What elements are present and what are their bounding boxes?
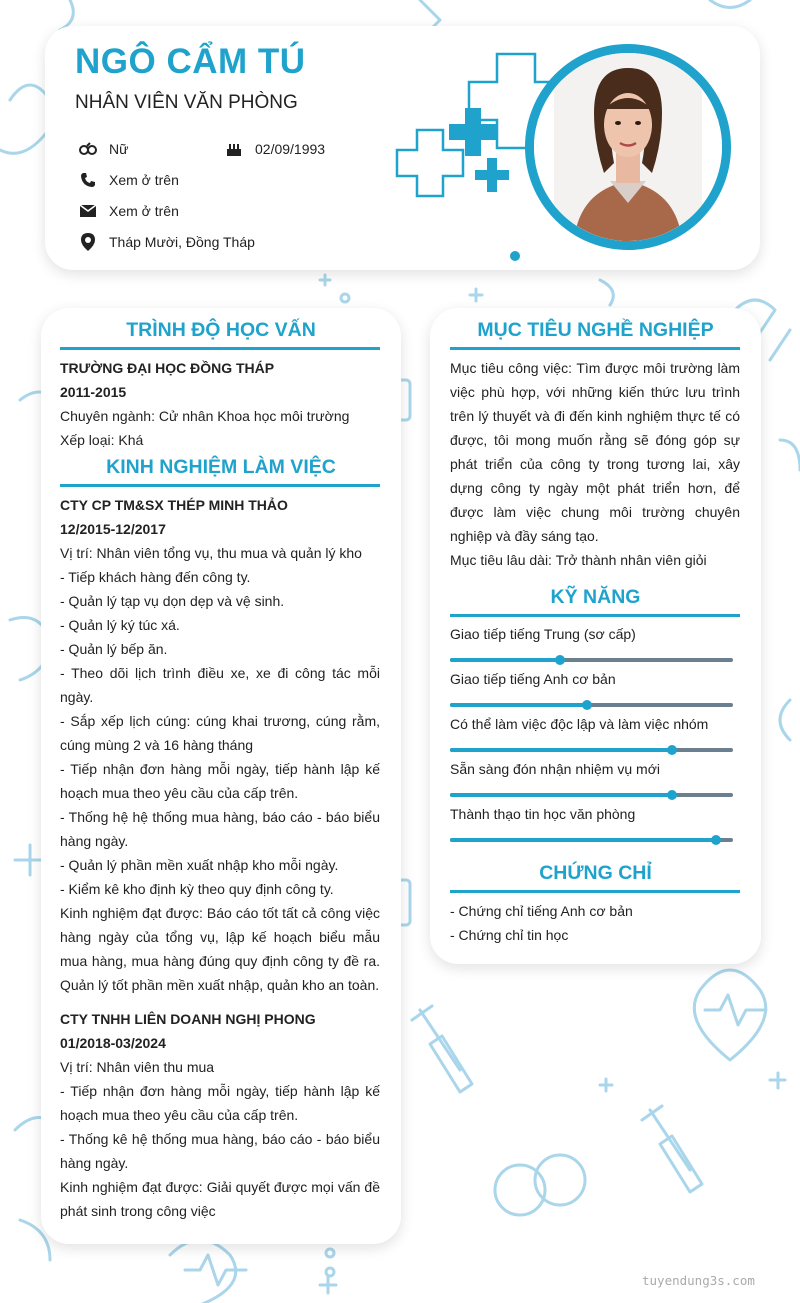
birthday-value: 02/09/1993: [255, 141, 326, 157]
skill-bar: [450, 658, 733, 662]
candidate-name: NGÔ CẨM TÚ: [75, 42, 306, 81]
candidate-job-title: NHÂN VIÊN VĂN PHÒNG: [75, 92, 298, 113]
skill-item: [450, 626, 733, 662]
skill-bar-fill: [450, 838, 716, 842]
cake-icon: [225, 140, 243, 158]
certificate-item: - Chứng chỉ tin học: [450, 927, 569, 943]
skill-bar: [450, 703, 733, 707]
job-1-position: Vị trí: Nhân viên tổng vụ, thu mua và quản lý kho: [60, 545, 362, 561]
education-years: 2011-2015: [60, 384, 127, 400]
job-1-duty: - Tiếp nhận đơn hàng mỗi ngày, tiếp hành lập kế hoạch mua theo yêu cầu của cấp trên.: [60, 761, 380, 801]
job-1-duty: - Quản lý bếp ăn.: [60, 641, 168, 657]
phone-row: [79, 171, 179, 189]
job-2-period: 01/2018-03/2024: [60, 1035, 166, 1051]
certificate-item: - Chứng chỉ tiếng Anh cơ bản: [450, 903, 633, 919]
gender-icon: [79, 140, 97, 158]
address-row: [79, 233, 255, 251]
job-1-duty: - Sắp xếp lịch cúng: cúng khai trương, cúng rằm, cúng mùng 2 và 16 hàng tháng: [60, 713, 380, 753]
objective-title: MỤC TIÊU NGHỀ NGHIỆP: [477, 319, 714, 341]
job-1-duty: - Kiểm kê kho định kỳ theo quy định công ty.: [60, 881, 334, 897]
experience-divider: [60, 484, 380, 487]
skill-bar-handle: [555, 655, 565, 665]
job-1-duty: - Thống hệ hệ thống mua hàng, báo cáo - báo biểu hàng ngày.: [60, 809, 380, 849]
job-1-company: CTY CP TM&SX THÉP MINH THẢO: [60, 497, 288, 513]
skill-bar: [450, 838, 733, 842]
location-pin-icon: [79, 233, 97, 251]
job-1-period: 12/2015-12/2017: [60, 521, 166, 537]
job-1-duty: - Tiếp khách hàng đến công ty.: [60, 569, 251, 585]
job-2: [60, 1007, 380, 1223]
job-1: [60, 493, 380, 997]
education-divider: [60, 347, 380, 350]
skill-bar: [450, 748, 733, 752]
gender-value: Nữ: [109, 141, 129, 157]
objective-divider: [450, 347, 740, 350]
certificates-section: [450, 899, 740, 947]
skill-label: Giao tiếp tiếng Anh cơ bản: [450, 671, 616, 687]
skill-label: Sẵn sàng đón nhận nhiệm vụ mới: [450, 761, 660, 777]
skills-divider: [450, 614, 740, 617]
skill-bar-fill: [450, 748, 672, 752]
portrait-image: [534, 53, 722, 241]
phone-icon: [79, 171, 97, 189]
education-major: Chuyên ngành: Cử nhân Khoa học môi trường: [60, 408, 350, 424]
job-2-result: Kinh nghiệm đạt được: Giải quyết được mọi vấn đề phát sinh trong công việc: [60, 1179, 380, 1219]
header-card: [45, 26, 760, 270]
experience-title: KINH NGHIỆM LÀM VIỆC: [106, 456, 336, 478]
job-1-result: Kinh nghiệm đạt được: Báo cáo tốt tất cả công việc hàng ngày của tổng vụ, lập kế hoạch biểu mẫu mua hàng, mua hàng đúng quy định công ty đề ra. Quản lý tốt phần mền xuất nhập, quản kho an toàn.: [60, 905, 380, 993]
objective-section: [450, 356, 740, 572]
job-2-company: CTY TNHH LIÊN DOANH NGHỊ PHONG: [60, 1011, 316, 1027]
job-1-duty: - Quản lý tạp vụ dọn dẹp và vệ sinh.: [60, 593, 285, 609]
watermark: tuyendung3s.com: [642, 1273, 755, 1288]
skill-bar-fill: [450, 793, 672, 797]
phone-value: Xem ở trên: [109, 172, 179, 188]
address-value: Tháp Mười, Đồng Tháp: [109, 234, 255, 250]
certificates-title: CHỨNG CHỈ: [539, 862, 652, 884]
skill-item: [450, 806, 733, 842]
profile-photo: [525, 44, 731, 250]
job-2-duty: - Thống kê hệ thống mua hàng, báo cáo - báo biểu hàng ngày.: [60, 1131, 380, 1171]
job-1-duty: - Quản lý phần mền xuất nhập kho mỗi ngày.: [60, 857, 339, 873]
education-title: TRÌNH ĐỘ HỌC VẤN: [126, 319, 316, 341]
skill-bar-handle: [711, 835, 721, 845]
job-1-duty: - Theo dõi lịch trình điều xe, xe đi công tác mỗi ngày.: [60, 665, 380, 705]
objective-short-term: Mục tiêu công việc: Tìm được môi trường làm việc phù hợp, với những kiến thức lưu trình trên lý thuyết và đi đến kinh nghiệm thực tế có được, tôi mong muốn rằng sẽ đóng góp sự phát triển của công ty trong tương lai, xây dựng công ty ngày một phát triển hơn, để được làm việc chung môi trường chuyên nghiệp và đầy sáng tạo.: [450, 360, 740, 544]
objective-long-term: Mục tiêu lâu dài: Trở thành nhân viên giỏi: [450, 552, 707, 568]
left-column-card: [41, 308, 401, 1244]
job-2-position: Vị trí: Nhân viên thu mua: [60, 1059, 215, 1075]
certificates-divider: [450, 890, 740, 893]
gender-row: [79, 140, 128, 158]
skill-bar-fill: [450, 658, 560, 662]
skill-item: [450, 761, 733, 797]
education-section: [60, 356, 380, 452]
job-2-duty: - Tiếp nhận đơn hàng mỗi ngày, tiếp hành lập kế hoạch mua theo yêu cầu của cấp trên.: [60, 1083, 380, 1123]
education-grade: Xếp loại: Khá: [60, 432, 144, 448]
birthday-row: [225, 140, 325, 158]
email-value: Xem ở trên: [109, 203, 179, 219]
skill-bar-handle: [582, 700, 592, 710]
email-row: [79, 202, 179, 220]
skill-bar-fill: [450, 703, 587, 707]
skill-item: [450, 671, 733, 707]
skill-bar-handle: [667, 790, 677, 800]
skill-bar-handle: [667, 745, 677, 755]
right-column-card: [430, 308, 761, 964]
skill-bar: [450, 793, 733, 797]
email-icon: [79, 202, 97, 220]
skill-label: Thành thạo tin học văn phòng: [450, 806, 636, 822]
skill-label: Giao tiếp tiếng Trung (sơ cấp): [450, 626, 636, 642]
skills-title: KỸ NĂNG: [550, 586, 641, 608]
school-name: TRƯỜNG ĐẠI HỌC ĐỒNG THÁP: [60, 360, 275, 376]
job-1-duty: - Quản lý ký túc xá.: [60, 617, 180, 633]
skill-label: Có thể làm việc độc lập và làm việc nhóm: [450, 716, 709, 732]
skill-item: [450, 716, 733, 752]
